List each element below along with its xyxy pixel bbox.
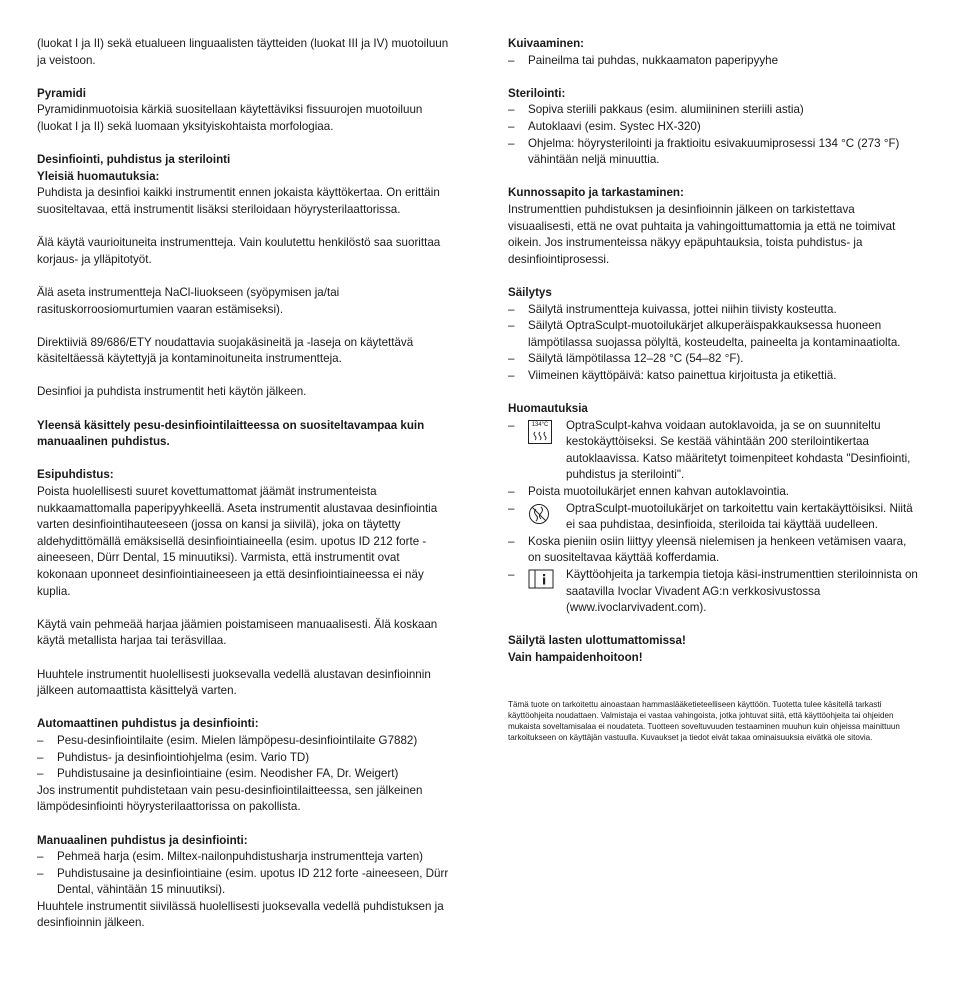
drying-section	[508, 36, 920, 69]
drying-heading: Kuivaaminen:	[508, 37, 585, 50]
disinfection-paragraph-3: Älä aseta instrumentteja NaCl-liuokseen (syöpymisen ja/tai rasituskorroosiomurtumien vaaran estämiseksi).	[37, 285, 340, 316]
precleaning-paragraph-1: Poista huolellisesti suuret kovettumattomat jäämät instrumenteista nukkaamattomalla paperipyyhkeellä. Aseta instrumentit alustavaa desinfiointia varten desinfiointihauteeseen (jossa on kansi ja siivilä), joka on täytetty aldehydittömällä emäksisellä desinfiointiaineella (esim. upotus ID 212 forte -aineeseen, Dürr Dental, 15 minuutiksi). Varmista, että instrumentit ovat kokonaan uponneet desinfiointiaineeseen ja että desinfiointiaineessa ei näy kuplia.	[37, 485, 438, 598]
drying-list	[508, 53, 920, 70]
list-item: – Paineilma tai puhdas, nukkaamaton paperipyyhe	[508, 53, 920, 70]
note-instructions	[508, 567, 920, 617]
storage-section	[508, 285, 920, 385]
left-column	[37, 36, 452, 949]
note-text: – OptraSculpt-muotoilukärjet on tarkoitettu vain kertakäyttöisiksi. Niitä ei saa puhdistaa, desinfioida, steriloida tai käyttää uudelleen.	[566, 501, 913, 532]
warnings	[508, 633, 920, 666]
automatic-cleaning-note: Jos instrumentit puhdistetaan vain pesu-desinfiointilaitteessa, sen jälkeinen lämpödesinfiointi höyrysterilaattorissa on pakollista.	[37, 783, 423, 814]
washer-recommendation: Yleensä käsittely pesu-desinfiointilaitteessa on suositeltavampaa kuin manuaalinen puhdistus.	[37, 418, 425, 449]
disinfection-paragraph-2: Älä käytä vaurioituneita instrumentteja. Vain koulutettu henkilöstö saa suorittaa korjaus- ja ylläpitotyöt.	[37, 236, 441, 266]
maintenance-section	[508, 185, 920, 268]
automatic-cleaning-heading: Automaattinen puhdistus ja desinfiointi:	[37, 717, 259, 731]
storage-heading: Säilytys	[508, 285, 552, 299]
disinfection-paragraph-4: Direktiiviä 89/686/ETY noudattavia suojakäsineitä ja -laseja on käytettävä käsiteltäessä käytettyjä ja kontaminoituneita instrumentteja.	[37, 335, 414, 366]
maintenance-text: Instrumenttien puhdistuksen ja desinfioinnin jälkeen on tarkistettava visuaalisesti, että ne ovat puhtaita ja vahingoittumattomia ja että ne toimivat oikein. Jos instrumenteissa näkyy epäpuhtauksia, toista puhdistus- ja desinfiointiprosessi.	[508, 202, 896, 266]
manual-cleaning-section	[37, 833, 452, 933]
consult-instructions-icon	[528, 569, 554, 595]
sterilization-list	[508, 102, 920, 168]
sterilization-heading: Sterilointi:	[508, 86, 566, 100]
note-single-use	[508, 501, 920, 534]
list-item: – Puhdistus- ja desinfiointiohjelma (esim. Vario TD)	[37, 750, 452, 767]
intro-block	[37, 36, 452, 69]
precleaning-paragraph-3: Huuhtele instrumentit huolellisesti juoksevalla vedellä alustavan desinfioinnin jälkeen automaattista käsittelyä varten.	[37, 667, 431, 698]
disinfection-heading: Desinfiointi, puhdistus ja sterilointi	[37, 153, 231, 167]
precleaning-heading: Esipuhdistus:	[37, 468, 114, 482]
automatic-cleaning-section	[37, 716, 452, 816]
list-item: – Autoklaavi (esim. Systec HX-320)	[508, 119, 920, 136]
note-text: Poista muotoilukärjet ennen kahvan autoklavointia.	[528, 485, 790, 499]
precleaning-section	[37, 467, 452, 600]
do-not-reuse-icon	[528, 503, 554, 531]
list-item: – Ohjelma: höyrysterilointi ja fraktioitu esivakuumiprosessi 134 °C (273 °F) vähintään neljä minuuttia.	[508, 136, 920, 169]
disinfection-paragraph-1: Puhdista ja desinfioi kaikki instrumentit ennen jokaista käyttökertaa. On erittäin suositeltavaa, että instrumentit lisäksi steriloidaan höyrysterilaattorissa.	[37, 186, 440, 216]
notes-list	[508, 418, 920, 617]
maintenance-heading: Kunnossapito ja tarkastaminen:	[508, 186, 684, 200]
pyramid-text: Pyramidinmuotoisia kärkiä suositellaan käytettäviksi fissuurojen muotoiluun (luokat I ja II) sekä luomaan yksityiskohtaista morfologiaa.	[37, 103, 423, 133]
sterilization-section	[508, 86, 920, 169]
pyramid-section	[37, 86, 452, 136]
list-item: – Sopiva steriili pakkaus (esim. alumiininen steriili astia)	[508, 102, 920, 119]
list-item: – Säilytä lämpötilassa 12–28 °C (54–82 °F).	[508, 351, 920, 368]
precleaning-paragraph-2: Käytä vain pehmeää harjaa jäämien poistamiseen manuaalisesti. Älä koskaan käytä metallista harjaa tai teräsvillaa.	[37, 617, 438, 648]
note-autoclave	[508, 418, 920, 484]
autoclave-symbol-icon: – 134°C	[528, 420, 554, 444]
disclaimer-text: Tämä tuote on tarkoitettu ainoastaan hammaslääketieteelliseen käyttöön. Tuotetta tulee käsitellä tarkasti käyttöohjeita noudattaen. Valmistaja ei vastaa vahingoista, jotka johtuvat siitä, että käyttöohjeita tai ohjeiden mukaista soveltamisalaa ei noudateta. Tuotteen soveltuvuuden testaaminen muuhun kuin ohjeissa mainittuun tarkoitukseen on käyttäjän vastuulla. Kuvaukset ja tiedot eivät takaa ominaisuuksia eivätkä ole sitovia.	[508, 699, 900, 743]
disinfection-section	[37, 152, 452, 218]
notes-heading: Huomautuksia	[508, 402, 588, 416]
general-notes-heading: Yleisiä huomautuksia:	[37, 169, 160, 183]
note-rubber-dam	[508, 534, 920, 567]
disinfection-paragraph-5: Desinfioi ja puhdista instrumentit heti käytön jälkeen.	[37, 385, 307, 399]
list-item: – Puhdistusaine ja desinfiointiaine (esim. upotus ID 212 forte -aineeseen, Dürr Dental, vähintään 15 minuutiksi).	[37, 866, 452, 899]
list-item: – Pehmeä harja (esim. Miltex-nailonpuhdistusharja instrumentteja varten)	[37, 849, 452, 866]
pyramid-heading: Pyramidi	[37, 86, 86, 100]
intro-text: (luokat I ja II) sekä etualueen linguaalisten täytteiden (luokat III ja IV) muotoiluun ja veistoon.	[37, 37, 449, 67]
warning-children: Säilytä lasten ulottumattomissa!	[508, 634, 686, 648]
list-item: – Pesu-desinfiointilaite (esim. Mielen lämpöpesu-desinfiointilaite G7882)	[37, 733, 452, 750]
note-text: Koska pieniin osiin liittyy yleensä nielemisen ja henkeen vetämisen vaara, on suositeltavaa käyttää kofferdamia.	[528, 534, 907, 565]
manual-cleaning-list	[37, 849, 452, 899]
notes-section	[508, 401, 920, 617]
automatic-cleaning-list	[37, 733, 452, 783]
manual-cleaning-heading: Manuaalinen puhdistus ja desinfiointi:	[37, 833, 248, 847]
list-item: – Säilytä instrumentteja kuivassa, jottei niihin tiivisty kosteutta.	[508, 302, 920, 319]
note-remove-tips	[508, 484, 920, 501]
storage-list	[508, 302, 920, 385]
manual-cleaning-note: Huuhtele instrumentit siivilässä huolellisesti juoksevalla vedellä puhdistuksen ja desinfioinnin jälkeen.	[37, 899, 444, 930]
list-item: – Viimeinen käyttöpäivä: katso painettua kirjoitusta ja etikettiä.	[508, 368, 920, 385]
note-text: – Käyttöohjeita ja tarkempia tietoja käsi-instrumenttien steriloinnista on saatavilla Ivoclar Vivadent AG:n verkkosivustossa (www.ivoclarvivadent.com).	[566, 568, 918, 615]
list-item: – Puhdistusaine ja desinfiointiaine (esim. Neodisher FA, Dr. Weigert)	[37, 766, 452, 783]
warning-dental-use: Vain hampaidenhoitoon!	[508, 650, 643, 664]
note-text: OptraSculpt-kahva voidaan autoklavoida, ja se on suunniteltu kestokäyttöiseksi. Se kestää vähintään 200 sterilointikertaa autoklaavissa. Katso määritetyt toimenpiteet kohdasta "Desinfiointi, puhdistus ja sterilointi".	[566, 418, 911, 482]
list-item: – Säilytä OptraSculpt-muotoilukärjet alkuperäispakkauksessa huoneen lämpötilassa suojassa pölyltä, kosteudelta, paineelta ja kontaminaatiolta.	[508, 318, 920, 351]
right-column	[508, 36, 920, 743]
